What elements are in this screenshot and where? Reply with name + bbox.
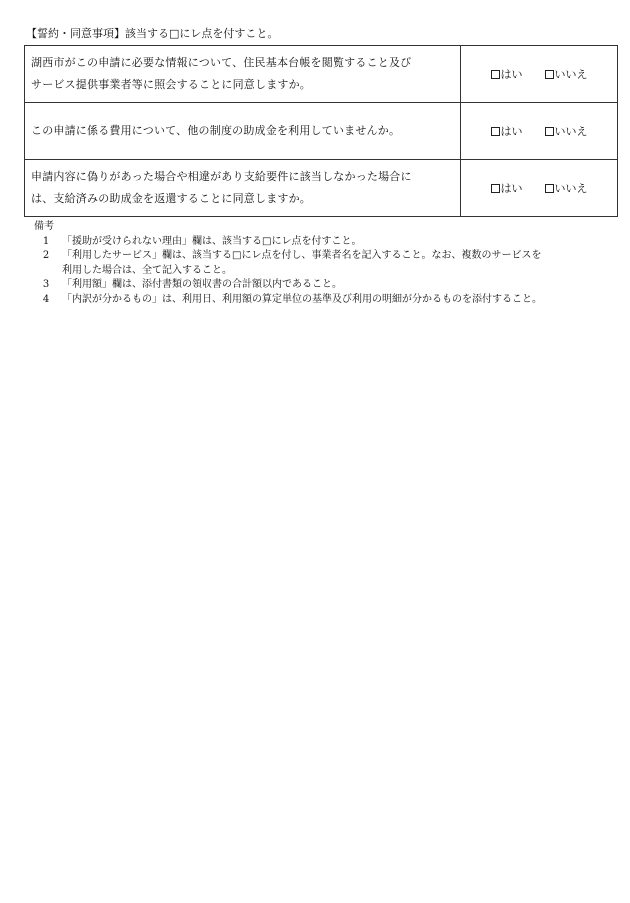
yes-label: はい <box>500 68 523 81</box>
note-text <box>58 249 609 278</box>
note-number: 1 <box>42 235 50 247</box>
question-text-line: 申請内容に偽りがあった場合や相違があり支給要件に該当しなかった場合に <box>31 170 412 183</box>
checkbox-square-icon[interactable] <box>491 184 500 193</box>
question-text-line: 湖西市がこの申請に必要な情報について、住民基本台帳を閲覧すること及び <box>31 56 412 69</box>
checkbox-square-icon[interactable] <box>545 184 554 193</box>
question-text-line: この申請に係る費用について、他の制度の助成金を利用していませんか。 <box>31 124 401 137</box>
answer-cell <box>461 160 618 217</box>
yes-label: はい <box>500 125 523 138</box>
note-item <box>34 235 609 250</box>
no-label: いいえ <box>554 125 588 138</box>
checkbox-square-icon[interactable] <box>491 127 500 136</box>
notes-section <box>34 220 609 307</box>
note-item <box>34 293 609 308</box>
notes-title: 備考 <box>34 221 54 232</box>
note-text-line: 「内訳が分かるもの」は、利用日、利用額の算定単位の基準及び利用の明細が分かるものを添付すること。 <box>62 293 542 305</box>
note-text <box>58 235 609 250</box>
note-text <box>58 278 609 293</box>
table-row <box>25 160 618 217</box>
no-label: いいえ <box>554 182 588 195</box>
checkbox-square-icon[interactable] <box>545 127 554 136</box>
answer-cell <box>461 46 618 103</box>
agreement-table <box>24 45 618 217</box>
question-cell <box>25 160 461 217</box>
note-number: 3 <box>42 279 50 290</box>
note-text-line: 「援助が受けられない理由」欄は、該当する□にレ点を付すこと。 <box>62 235 362 247</box>
answer-cell <box>461 103 618 160</box>
note-number: 2 <box>42 250 50 261</box>
note-number: 4 <box>42 293 50 305</box>
note-item <box>34 249 609 278</box>
note-item <box>34 278 609 293</box>
note-text <box>58 293 609 308</box>
question-text-line: サービス提供事業者等に照会することに同意しますか。 <box>31 78 311 91</box>
table-row <box>25 46 618 103</box>
no-label: いいえ <box>554 68 588 81</box>
checkbox-square-icon[interactable] <box>491 70 500 79</box>
question-cell <box>25 46 461 103</box>
no-checkbox[interactable] <box>545 66 588 82</box>
no-checkbox[interactable] <box>545 180 588 196</box>
note-text-line: 「利用額」欄は、添付書類の領収書の合計額以内であること。 <box>62 279 342 290</box>
note-text-line: 利用した場合は、全て記入すること。 <box>62 264 232 276</box>
section-heading: 【誓約・同意事項】該当する□にレ点を付すこと。 <box>26 27 279 40</box>
table-row <box>25 103 618 160</box>
yes-checkbox[interactable] <box>491 66 523 82</box>
yes-checkbox[interactable] <box>491 180 523 196</box>
yes-checkbox[interactable] <box>491 123 523 139</box>
yes-label: はい <box>500 182 523 195</box>
question-text-line: は、支給済みの助成金を返還することに同意しますか。 <box>31 192 311 205</box>
checkbox-square-icon[interactable] <box>545 70 554 79</box>
question-cell <box>25 103 461 160</box>
no-checkbox[interactable] <box>545 123 588 139</box>
note-text-line: 「利用したサービス」欄は、該当する□にレ点を付し、事業者名を記入すること。なお、複数のサービスを <box>62 250 542 261</box>
